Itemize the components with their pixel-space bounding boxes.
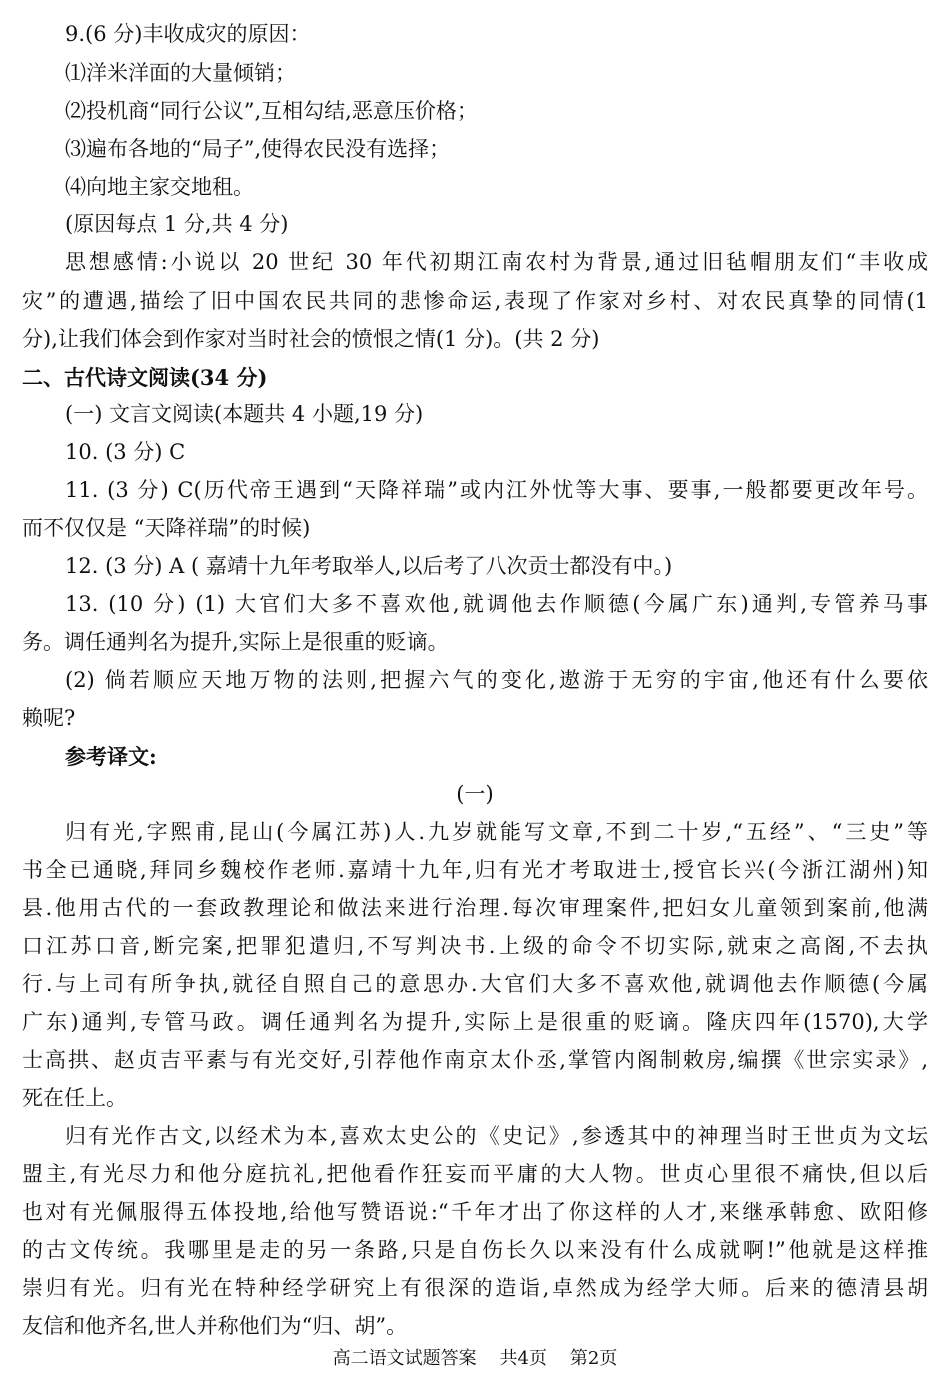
section2-heading: 二、古代诗文阅读(34 分) <box>22 365 268 390</box>
translation-p2-line: 的古文传统。我哪里是走的另一条路,只是自伤长久以来没有什么成就啊!”他就是这样推 <box>22 1238 928 1262</box>
q13-2-line-2: 赖呢? <box>22 706 76 730</box>
translation-p2-line: 友信和他齐名,世人并称他们为“归、胡”。 <box>22 1314 408 1338</box>
translation-p2-line: 盟主,有光尽力和他分庭抗礼,把他看作狂妄而平庸的大人物。世贞心里很不痛快,但以后 <box>22 1162 928 1186</box>
q13-line-2: 务。调任通判名为提升,实际上是很重的贬谪。 <box>22 630 449 654</box>
translation-p1-line: 士高拱、赵贞吉平素与有光交好,引荐他作南京太仆丞,掌管内阁制敕房,编撰《世宗实录》, <box>22 1048 928 1072</box>
q13-2-line-1: (2) 倘若顺应天地万物的法则,把握六气的变化,遨游于无穷的宇宙,他还有什么要依 <box>65 668 928 692</box>
q9-score-note: (原因每点 1 分,共 4 分) <box>65 212 289 236</box>
q9-reason-2: ⑵投机商“同行公议”,互相勾结,恶意压价格； <box>65 99 478 123</box>
translation-p1-line: 行.与上司有所争执,就径自照自己的意思办.大官们大多不喜欢他,就调他去作顺德(今属 <box>22 972 928 996</box>
q13-line-1: 13. (10 分) (1) 大官们大多不喜欢他,就调他去作顺德(今属广东)通判,专管养马事 <box>65 592 928 616</box>
translation-p1-line: 口江苏口音,断完案,把罪犯遣归,不写判决书.上级的命令不切实际,就束之高阁,不去执 <box>22 934 928 958</box>
translation-label: 参考译文: <box>65 744 157 769</box>
translation-p2-line: 也对有光佩服得五体投地,给他写赞语说:“千年才出了你这样的人才,来继承韩愈、欧阳修 <box>22 1200 928 1224</box>
translation-part-title: (一) <box>456 782 494 806</box>
translation-p2-line: 归有光作古文,以经术为本,喜欢太史公的《史记》,参透其中的神理当时王世贞为文坛 <box>65 1124 928 1148</box>
page-footer: 高二语文试题答案 共4页 第2页 <box>332 1348 618 1369</box>
translation-p1-line: 归有光,字熙甫,昆山(今属江苏)人.九岁就能写文章,不到二十岁,“五经”、“三史”等 <box>65 820 928 844</box>
q9-emotion-line-2: 灾”的遭遇,描绘了旧中国农民共同的悲惨命运,表现了作家对乡村、对农民真挚的同情(1 <box>22 289 928 313</box>
q9-reason-4: ⑷向地主家交地租。 <box>65 175 254 199</box>
q9-title: 9.(6 分)丰收成灾的原因： <box>65 22 311 46</box>
q9-emotion-line-3: 分),让我们体会到作家对当时社会的愤恨之情(1 分)。(共 2 分) <box>22 327 600 351</box>
q9-reason-1: ⑴洋米洋面的大量倾销； <box>65 61 296 85</box>
q9-emotion-line-1: 思想感情:小说以 20 世纪 30 年代初期江南农村为背景,通过旧毡帽朋友们“丰收成 <box>65 250 928 274</box>
q11-line-1: 11. (3 分) C(历代帝王遇到“天降祥瑞”或内江外忧等大事、要事,一般都要更改年号。 <box>65 478 928 502</box>
translation-p1-line: 书全已通晓,拜同乡魏校作老师.嘉靖十九年,归有光才考取进士,授官长兴(今浙江湖州)知 <box>22 858 928 882</box>
q10-answer: 10. (3 分) C <box>65 440 186 464</box>
q12-answer: 12. (3 分) A ( 嘉靖十九年考取举人,以后考了八次贡士都没有中。) <box>65 554 673 578</box>
translation-p1-line: 县.他用古代的一套政教理论和做法来进行治理.每次审理案件,把妇女儿童领到案前,他满 <box>22 896 928 920</box>
translation-p1-line: 广东)通判,专管马政。调任通判名为提升,实际上是很重的贬谪。隆庆四年(1570),大学 <box>22 1010 928 1034</box>
q11-line-2: 而不仅仅是 “天降祥瑞”的时候) <box>22 516 311 540</box>
section2-subheading: (一) 文言文阅读(本题共 4 小题,19 分) <box>65 402 424 426</box>
translation-p1-line: 死在任上。 <box>22 1086 127 1110</box>
q9-reason-3: ⑶遍布各地的“局子”,使得农民没有选择； <box>65 137 451 161</box>
translation-p2-line: 崇归有光。归有光在特种经学研究上有很深的造诣,卓然成为经学大师。后来的德清县胡 <box>22 1276 928 1300</box>
